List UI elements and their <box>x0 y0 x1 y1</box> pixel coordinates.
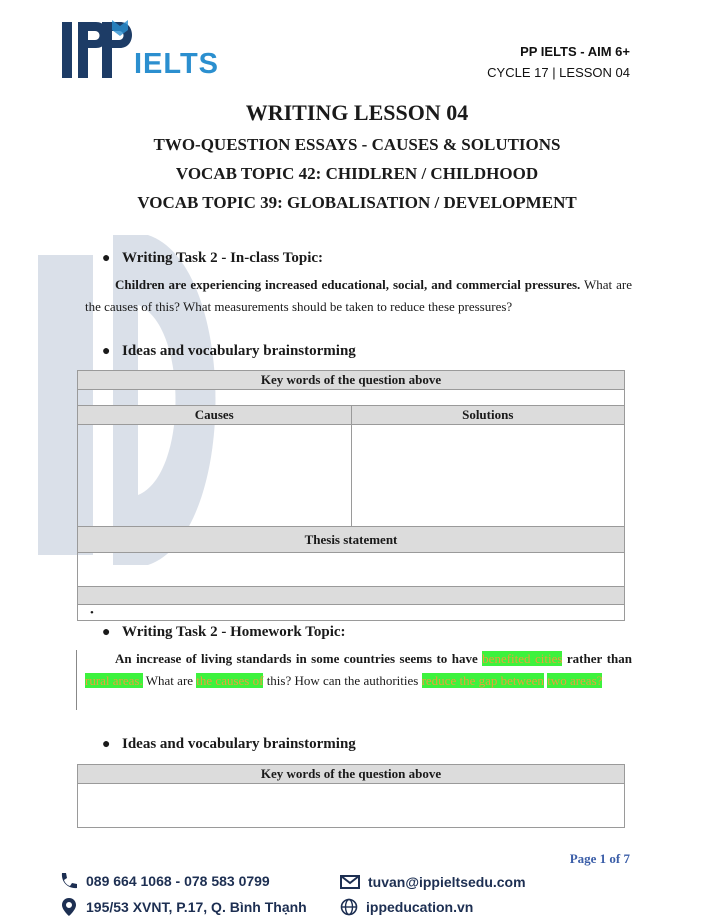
inclass-heading: ● Writing Task 2 - In-class Topic: <box>102 250 324 266</box>
brainstorm-table <box>77 370 625 621</box>
location-pin-icon <box>60 897 78 917</box>
page-number: Page 1 of 7 <box>569 851 630 866</box>
keywords-header: Key words of the question above <box>78 371 625 390</box>
causes-header: Causes <box>78 406 352 425</box>
cycle-line: CYCLE 17 | LESSON 04 <box>487 65 630 80</box>
page-title: WRITING LESSON 04 <box>245 100 469 125</box>
keywords-cell[interactable] <box>78 390 625 406</box>
highlight-text: rural areas. <box>85 673 143 688</box>
gray-row <box>78 587 625 605</box>
bullet-icon: ● <box>102 344 111 359</box>
highlight-text: benefited cities <box>482 651 563 666</box>
thesis-cell[interactable] <box>78 553 625 587</box>
thesis-header: Thesis statement <box>78 527 625 553</box>
bullet-icon: ● <box>102 737 111 752</box>
solutions-header: Solutions <box>351 406 625 425</box>
highlight-text: two areas? <box>547 673 603 688</box>
solutions-cell[interactable] <box>351 425 625 527</box>
bullet-cell[interactable]: • <box>78 605 625 621</box>
globe-icon <box>340 898 358 916</box>
keywords-cell-2[interactable] <box>78 784 625 828</box>
causes-cell[interactable] <box>78 425 352 527</box>
inclass-prompt <box>85 274 632 318</box>
subtitle-essay-type: TWO-QUESTION ESSAYS - CAUSES & SOLUTIONS <box>153 135 561 154</box>
address-contact: 195/53 XVNT, P.17, Q. Bình Thạnh <box>60 897 307 917</box>
title-block <box>0 100 714 213</box>
website-contact: ippeducation.vn <box>340 898 473 916</box>
mail-icon <box>340 874 360 890</box>
highlight-text: the causes of <box>196 673 264 688</box>
highlight-text: reduce the gap between <box>421 673 544 688</box>
keywords-header-2: Key words of the question above <box>78 765 625 784</box>
brainstorm2-heading: ● Ideas and vocabulary brainstorming <box>102 736 356 752</box>
homework-prompt: An increase of living standards in some countries seems to have benefited cities rather than rural areas. What are the causes of this? How can the authorities reduce the gap between two areas? <box>85 651 632 688</box>
margin-line <box>76 650 77 710</box>
subtitle-vocab-39: VOCAB TOPIC 39: GLOBALISATION / DEVELOPMENT <box>137 193 577 212</box>
bullet-icon: ● <box>102 251 111 266</box>
email-contact: tuvan@ippieltsedu.com <box>340 874 526 890</box>
subtitle-vocab-42: VOCAB TOPIC 42: CHIDLREN / CHILDHOOD <box>175 164 539 183</box>
logo-text: IELTS <box>134 48 220 80</box>
homework-heading: ● Writing Task 2 - Homework Topic: <box>102 624 346 640</box>
header-info <box>487 44 630 80</box>
phone-contact: 089 664 1068 - 078 583 0799 <box>58 871 270 891</box>
brainstorm1-heading: ● Ideas and vocabulary brainstorming <box>102 343 356 359</box>
inclass-prompt-bold: Children are experiencing increased educational, social, and commercial pressures. <box>115 277 581 292</box>
phone-icon <box>58 871 78 891</box>
inclass-prompt-rest: What are the causes of this? What measurements should be taken to reduce these pressures? <box>85 277 632 314</box>
brand-line: PP IELTS - AIM 6+ <box>520 44 630 59</box>
brainstorm2-table <box>77 764 625 828</box>
bullet-icon: ● <box>102 625 111 640</box>
